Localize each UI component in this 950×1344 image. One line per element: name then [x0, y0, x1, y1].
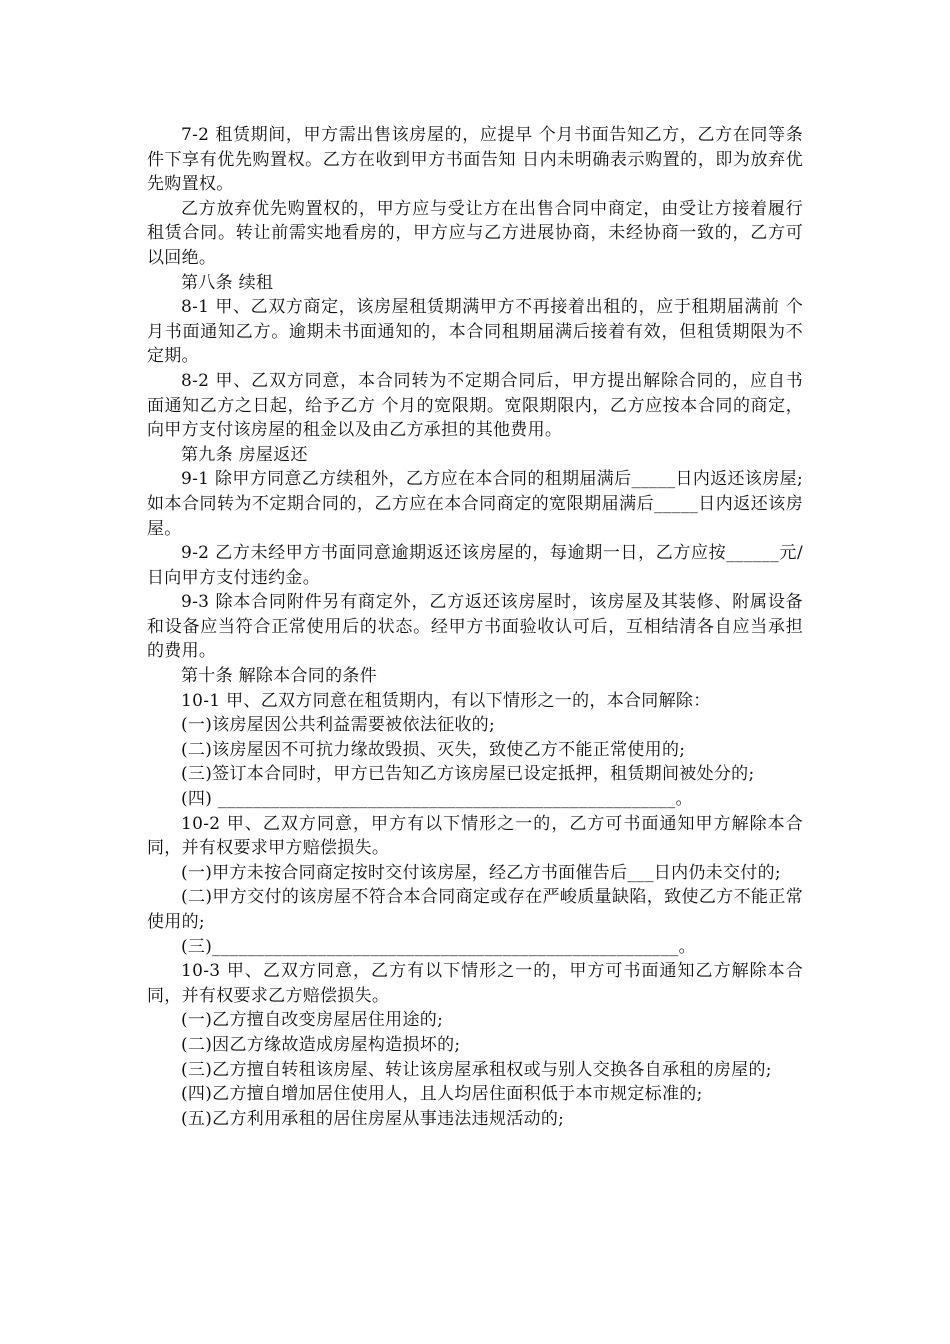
- clause-10-1-item-3: (三)签订本合同时，甲方已告知乙方该房屋已设定抵押，租赁期间被处分的;: [181, 764, 755, 785]
- clause-8-2: 8-2 甲、乙双方同意，本合同转为不定期合同后，甲方提出解除合同的，应自书面通知乙方之日起，给予乙方 个月的宽限期。宽限期限内，乙方应按本合同的商定，向甲方支付该房屋的租金以及由乙方承担的其他费用。: [147, 370, 803, 441]
- clause-7-2-waiver: 乙方放弃优先购置权的，甲方应与受让方在出售合同中商定，由受让方接着履行租赁合同。转让前需实地看房的，甲方应与乙方进展协商，未经协商一致的，乙方可以回绝。: [147, 198, 803, 268]
- clause-10-1-item-1: (一)该房屋因公共利益需要被依法征收的;: [181, 715, 495, 736]
- clause-10-2-item-3: (三)_____________________________________________________。: [181, 936, 696, 957]
- clause-10-3-item-4: (四)乙方擅自增加居住使用人，且人均居住面积低于本市规定标准的;: [181, 1084, 703, 1105]
- clause-10-3-item-5: (五)乙方利用承租的居住房屋从事违法违规活动的;: [181, 1108, 565, 1129]
- clause-7-2: 7-2 租赁期间，甲方需出售该房屋的，应提早 个月书面告知乙方，乙方在同等条件下享有优先购置权。乙方在收到甲方书面告知 日内未明确表示购置的，即为放弃优先购置权。: [147, 125, 803, 195]
- clause-10-3-item-1: (一)乙方擅自改变房屋居住用途的;: [181, 1010, 444, 1031]
- clause-10-2: 10-2 甲、乙双方同意，甲方有以下情形之一的，乙方可书面通知甲方解除本合同，并有权要求甲方赔偿损失。: [147, 813, 803, 859]
- clause-10-1-item-2: (二)该房屋因不可抗力缘故毁损、灭失，致使乙方不能正常使用的;: [181, 739, 686, 760]
- clause-9-1: 9-1 除甲方同意乙方续租外，乙方应在本合同的租期届满后_____日内返还该房屋;如本合同转为不定期合同的，乙方应在本合同商定的宽限期届满后_____日内返还该房屋。: [147, 469, 803, 539]
- article-9-heading: 第九条 房屋返还: [181, 444, 308, 465]
- clause-10-2-item-2: (二)甲方交付的该房屋不符合本合同商定或存在严峻质量缺陷，致使乙方不能正常使用的;: [147, 887, 803, 932]
- clause-8-1: 8-1 甲、乙双方商定，该房屋租赁期满甲方不再接着出租的，应于租期届满前 个月书面通知乙方。逾期未书面通知的，本合同租期届满后接着有效，但租赁期限为不定期。: [147, 297, 803, 367]
- clause-9-2: 9-2 乙方未经甲方书面同意逾期返还该房屋的，每逾期一日，乙方应按______元/日向甲方支付违约金。: [147, 543, 803, 588]
- clause-9-3: 9-3 除本合同附件另有商定外，乙方返还该房屋时，该房屋及其装修、附属设备和设备应当符合正常使用后的状态。经甲方书面验收认可后，互相结清各自应当承担的费用。: [147, 592, 803, 662]
- article-10-heading: 第十条 解除本合同的条件: [181, 666, 378, 687]
- clause-10-3: 10-3 甲、乙双方同意，乙方有以下情形之一的，甲方可书面通知乙方解除本合同，并有权要求乙方赔偿损失。: [147, 961, 803, 1006]
- clause-10-2-item-1: (一)甲方未按合同商定按时交付该房屋，经乙方书面催告后___日内仍未交付的;: [181, 862, 781, 883]
- clause-10-3-item-3: (三)乙方擅自转租该房屋、转让该房屋承租权或与别人交换各自承租的房屋的;: [181, 1059, 772, 1080]
- article-8-heading: 第八条 续租: [181, 272, 274, 293]
- clause-10-1-item-4: (四) ____________________________________________________。: [181, 789, 693, 810]
- clause-10-1: 10-1 甲、乙双方同意在租赁期内，有以下情形之一的，本合同解除：: [181, 690, 711, 711]
- clause-10-3-item-2: (二)因乙方缘故造成房屋构造损坏的;: [181, 1034, 461, 1055]
